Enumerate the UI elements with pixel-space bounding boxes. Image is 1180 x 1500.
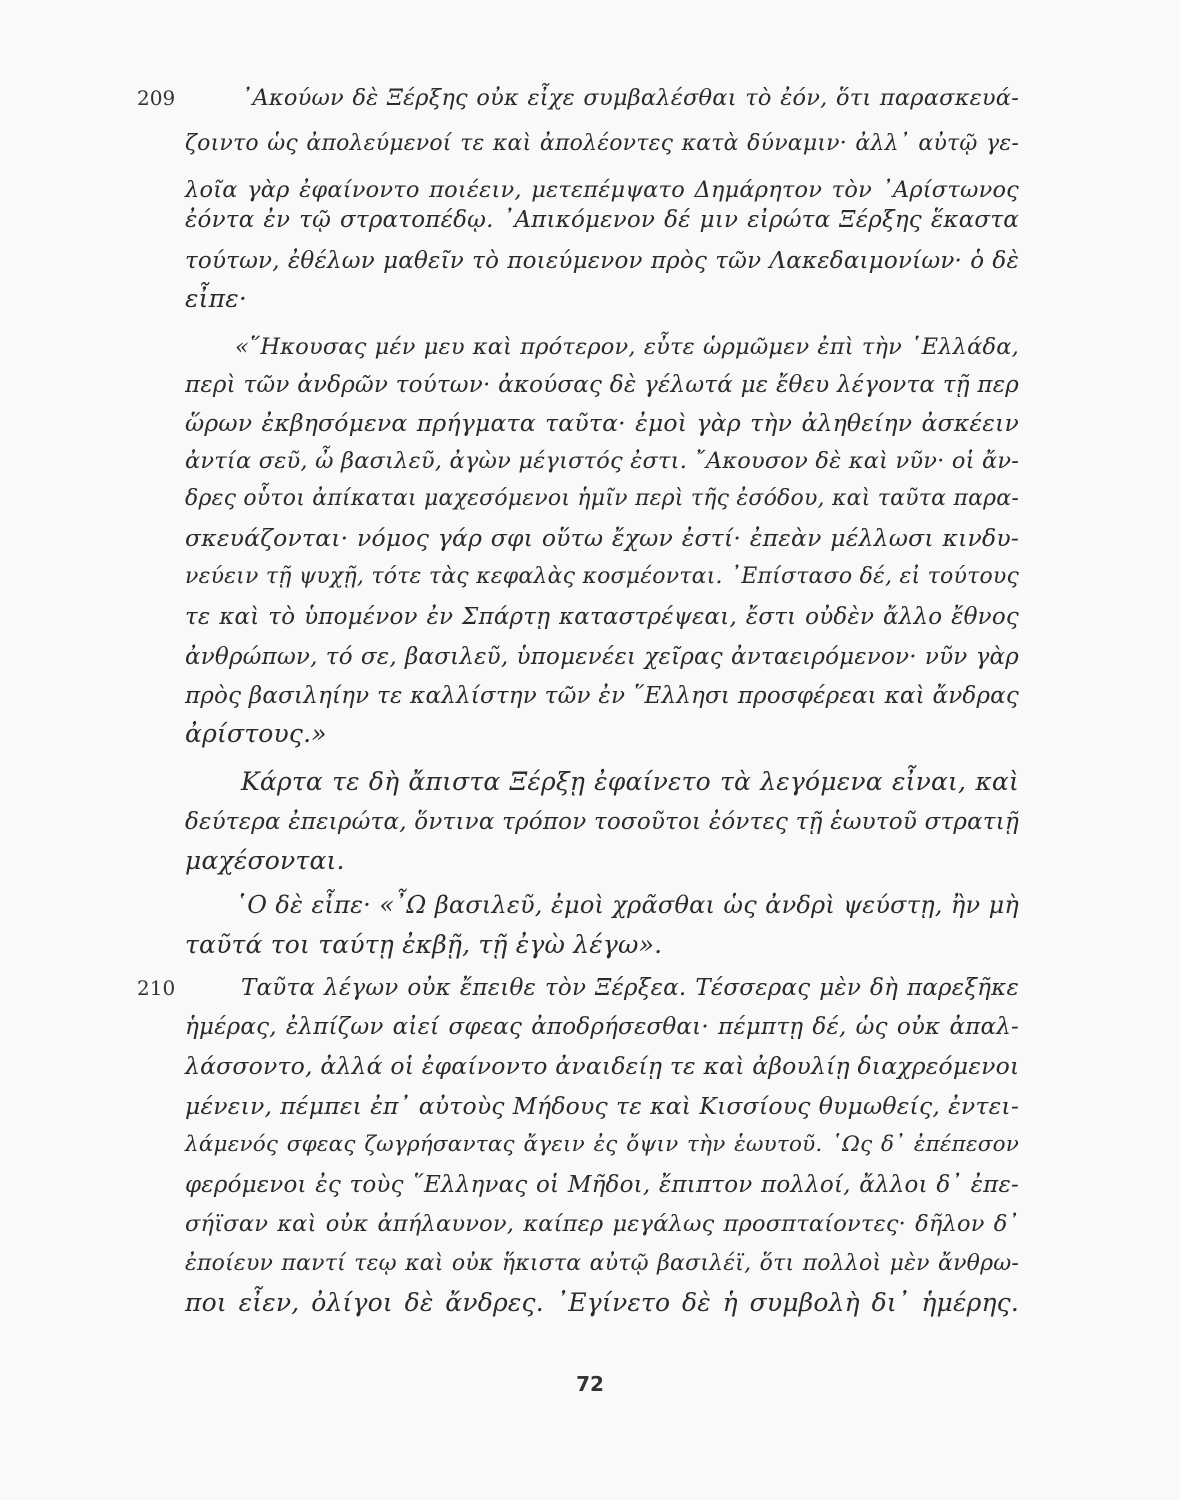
text-line: ἐποίευν παντί τεῳ καὶ οὐκ ἥκιστα αὐτῷ βασιλέϊ, ὅτι πολλοὶ μὲν ἄνθρω-: [185, 1251, 1019, 1276]
text-line: νεύειν τῇ ψυχῇ, τότε τὰς κεφαλὰς κοσμέονται. ᾿Επίστασο δέ, εἰ τούτους: [185, 564, 1019, 589]
text-line: ἀνθρώπων, τό σε, βασιλεῦ, ὑπομενέει χεῖρας ἀνταειρόμενον· νῦν γὰρ: [185, 644, 1019, 670]
text-line: εἶπε·: [185, 284, 248, 313]
text-line: ποι εἶεν, ὀλίγοι δὲ ἄνδρες. ᾿Εγίνετο δὲ ἡ συμβολὴ δι᾿ ἡμέρης.: [185, 1288, 1019, 1317]
section-number: 210: [137, 976, 176, 1000]
text-line: ἡμέρας, ἐλπίζων αἰεί σφεας ἀποδρήσεσθαι· πέμπτῃ δέ, ὡς οὐκ ἀπαλ-: [185, 1014, 1019, 1040]
text-line: ἀρίστους.»: [185, 719, 327, 748]
text-line: ᾿Ακούων δὲ Ξέρξης οὐκ εἶχε συμβαλέσθαι τὸ ἐόν, ὅτι παρασκευά-: [241, 85, 1019, 111]
text-line: ἐόντα ἐν τῷ στρατοπέδῳ. ᾿Απικόμενον δέ μιν εἰρώτα Ξέρξης ἕκαστα: [185, 207, 1019, 233]
text-line: τούτων, ἐθέλων μαθεῖν τὸ ποιεύμενον πρὸς τῶν Λακεδαιμονίων· ὁ δὲ: [185, 248, 1019, 274]
text-line: πρὸς βασιληίην τε καλλίστην τῶν ἐν ῞Ελλησι προσφέρεαι καὶ ἄνδρας: [185, 683, 1019, 709]
text-line: μένειν, πέμπει ἐπ᾿ αὐτοὺς Μήδους τε καὶ Κισσίους θυμωθείς, ἐντει-: [185, 1092, 1019, 1120]
text-line: «῞Ηκουσας μέν μευ καὶ πρότερον, εὖτε ὡρμῶμεν ἐπὶ τὴν ῾Ελλάδα,: [235, 334, 1019, 360]
text-line: σήϊσαν καὶ οὐκ ἀπήλαυνον, καίπερ μεγάλως προσπταίοντες· δῆλον δ᾿: [185, 1211, 1019, 1237]
text-line: ζοιντο ὡς ἀπολεύμενοί τε καὶ ἀπολέοντες κατὰ δύναμιν· ἀλλ᾿ αὐτῷ γε-: [185, 131, 1019, 156]
text-line: φερόμενοι ἐς τοὺς ῞Ελληνας οἱ Μῆδοι, ἔπιπτον πολλοί, ἄλλοι δ᾿ ἐπε-: [185, 1172, 1019, 1198]
text-line: Ταῦτα λέγων οὐκ ἔπειθε τὸν Ξέρξεα. Τέσσερας μὲν δὴ παρεξῆκε: [241, 975, 1019, 1001]
text-line: περὶ τῶν ἀνδρῶν τούτων· ἀκούσας δὲ γέλωτά με ἔθευ λέγοντα τῇ περ: [185, 372, 1019, 398]
text-line: ῾Ο δὲ εἶπε· «῏Ω βασιλεῦ, ἐμοὶ χρᾶσθαι ὡς ἀνδρὶ ψεύστῃ, ἢν μὴ: [235, 891, 1019, 919]
text-line: δρες οὗτοι ἀπίκαται μαχεσόμενοι ἡμῖν περὶ τῆς ἐσόδου, καὶ ταῦτα παρα-: [185, 486, 1019, 511]
text-line: μαχέσονται.: [185, 846, 345, 875]
text-line: ὥρων ἐκβησόμενα πρήγματα ταῦτα· ἐμοὶ γὰρ τὴν ἀληθείην ἀσκέειν: [185, 409, 1019, 437]
text-line: Κάρτα τε δὴ ἄπιστα Ξέρξῃ ἐφαίνετο τὰ λεγόμενα εἶναι, καὶ: [241, 767, 1019, 796]
text-line: ἀντία σεῦ, ὦ βασιλεῦ, ἀγὼν μέγιστός ἐστι. ῎Ακουσον δὲ καὶ νῦν· οἱ ἄν-: [185, 448, 1020, 474]
text-line: λοῖα γὰρ ἐφαίνοντο ποιέειν, μετεπέμψατο Δημάρητον τὸν ᾿Αρίστωνος: [185, 177, 1019, 203]
text-line: λάσσοντο, ἀλλά οἱ ἐφαίνοντο ἀναιδείῃ τε καὶ ἀβουλίῃ διαχρεόμενοι: [185, 1052, 1020, 1080]
section-number: 209: [137, 86, 176, 110]
text-line: ταῦτά τοι ταύτῃ ἐκβῇ, τῇ ἐγὼ λέγω».: [185, 930, 663, 959]
page-number: 72: [576, 1372, 604, 1396]
text-line: δεύτερα ἐπειρώτα, ὅντινα τρόπον τοσοῦτοι ἐόντες τῇ ἑωυτοῦ στρατιῇ: [185, 809, 1019, 835]
text-line: τε καὶ τὸ ὑπομένον ἐν Σπάρτῃ καταστρέψεαι, ἔστι οὐδὲν ἄλλο ἔθνος: [185, 604, 1019, 630]
text-line: λάμενός σφεας ζωγρήσαντας ἄγειν ἐς ὄψιν τὴν ἑωυτοῦ. ῾Ως δ᾿ ἐπέπεσον: [185, 1132, 1019, 1157]
text-line: σκευάζονται· νόμος γάρ σφι οὕτω ἔχων ἐστί· ἐπεὰν μέλλωσι κινδυ-: [185, 524, 1019, 552]
